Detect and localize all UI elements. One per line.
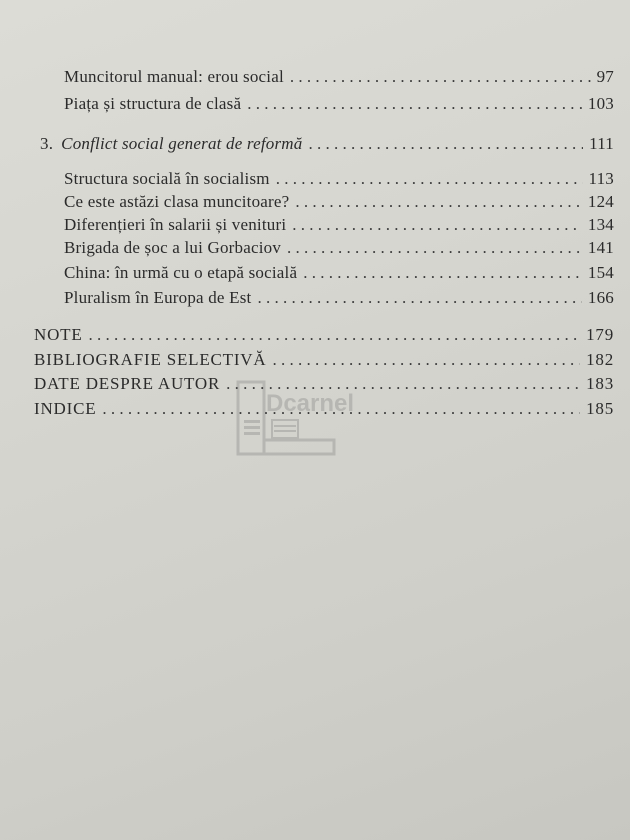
- toc-chapter-title: Conflict social generat de reformă: [61, 134, 303, 153]
- dot-leader: [295, 191, 581, 213]
- toc-entry-page: 103: [587, 94, 614, 113]
- toc-entry[interactable]: [64, 66, 614, 88]
- toc-entry-title: Piața și structura de clasă: [64, 94, 242, 113]
- toc-entry-title: Structura socială în socialism: [64, 169, 270, 188]
- toc-entry-page: 179: [586, 325, 614, 344]
- toc-entry-page: 154: [587, 263, 614, 282]
- toc-entry[interactable]: [64, 262, 614, 284]
- watermark-text: Dcarnel: [266, 390, 355, 417]
- toc-entry-title: Diferențieri în salarii și venituri: [64, 215, 287, 234]
- toc-entry-page: 182: [586, 350, 614, 369]
- toc-entry-page: 111: [589, 134, 614, 153]
- toc-entry-page: 97: [596, 67, 614, 86]
- toc-entry[interactable]: [64, 168, 614, 190]
- dot-leader: [308, 133, 583, 155]
- toc-entry-title: NOTE: [34, 325, 83, 344]
- toc-entry-title: Brigada de șoc a lui Gorbaciov: [64, 238, 282, 257]
- toc-entry-page: 183: [586, 374, 614, 393]
- toc-entry-title: Pluralism în Europa de Est: [64, 288, 252, 307]
- toc-entry-title: Muncitorul manual: erou social: [64, 67, 284, 86]
- dot-leader: [226, 373, 580, 395]
- dot-leader: [247, 93, 582, 115]
- dot-leader: [290, 66, 591, 88]
- toc-entry-page: 141: [587, 238, 614, 257]
- toc-entry-title: DATE DESPRE AUTOR: [34, 374, 221, 393]
- dot-leader: [292, 214, 582, 236]
- toc-entry-page: 185: [586, 399, 614, 418]
- toc-back-entry[interactable]: [34, 373, 614, 395]
- dot-leader: [89, 324, 581, 346]
- toc-back-entry[interactable]: [34, 398, 614, 420]
- dot-leader: [276, 168, 583, 190]
- dot-leader: [102, 398, 580, 420]
- toc-entry-page: 134: [587, 215, 614, 234]
- dot-leader: [287, 237, 582, 259]
- toc-entry-page: 166: [587, 288, 614, 307]
- toc-back-entry[interactable]: [34, 324, 614, 346]
- toc-entry-title: Ce este astăzi clasa muncitoare?: [64, 192, 290, 211]
- dot-leader: [257, 287, 581, 309]
- toc-entry[interactable]: [64, 191, 614, 213]
- toc-entry[interactable]: [64, 93, 614, 115]
- toc-chapter-entry[interactable]: [40, 133, 614, 155]
- toc-entry-page: 124: [587, 192, 614, 211]
- toc-entry-title: China: în urmă cu o etapă socială: [64, 263, 298, 282]
- dot-leader: [272, 349, 580, 371]
- toc-entry-title: BIBLIOGRAFIE SELECTIVĂ: [34, 350, 267, 369]
- toc-entry[interactable]: [64, 287, 614, 309]
- toc-entry-title: INDICE: [34, 399, 97, 418]
- toc-entry[interactable]: [64, 237, 614, 259]
- toc-chapter-number: 3.: [40, 134, 54, 153]
- toc-back-entry[interactable]: [34, 349, 614, 371]
- toc-entry[interactable]: [64, 214, 614, 236]
- dot-leader: [303, 262, 582, 284]
- toc-entry-page: 113: [588, 169, 614, 188]
